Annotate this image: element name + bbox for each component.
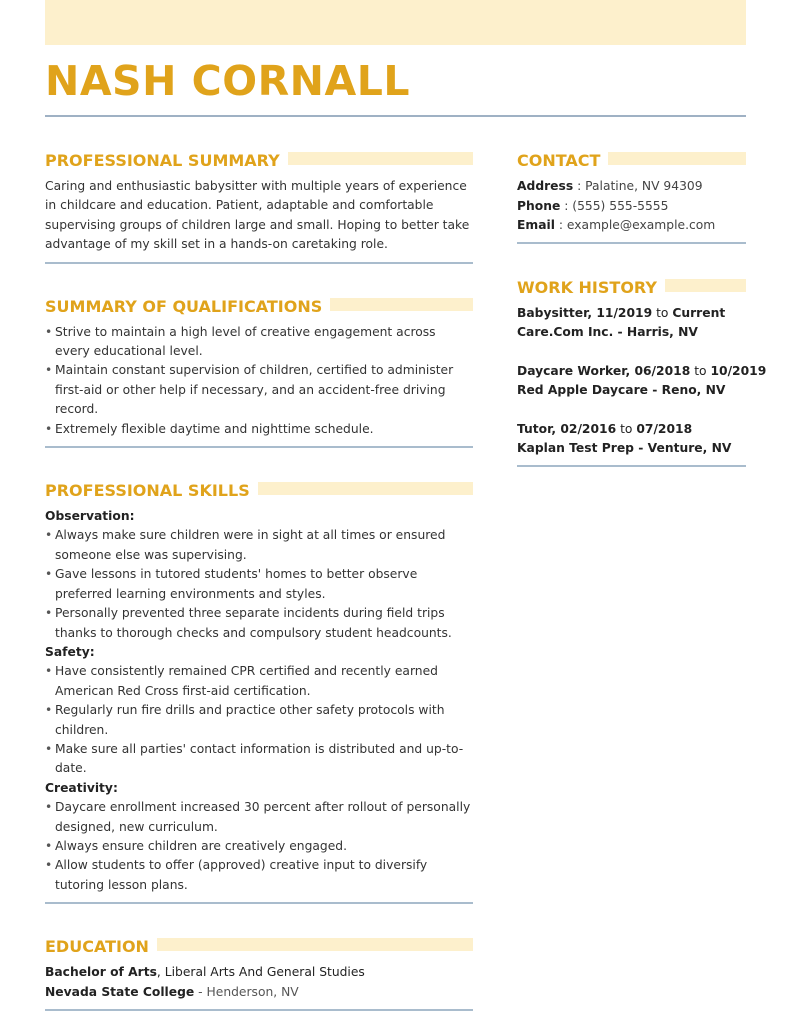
field-of-study: Liberal Arts And General Studies: [164, 965, 365, 980]
skill-group-list: [45, 662, 473, 778]
header-band: [45, 0, 746, 45]
skill-group-list: [45, 798, 473, 895]
qualifications-title: SUMMARY OF QUALIFICATIONS: [45, 296, 330, 317]
bullet-icon: •: [45, 800, 53, 815]
bullet-icon: •: [45, 664, 53, 679]
list-item: • Regularly run fire drills and practice other safety protocols with children.: [45, 703, 445, 737]
section-divider: [45, 1009, 473, 1011]
list-item: • Strive to maintain a high level of creative engagement across every educational level.: [45, 324, 436, 359]
skills-title: PROFESSIONAL SKILLS: [45, 480, 258, 501]
degree: Bachelor of Arts: [45, 965, 157, 980]
list-item: • Maintain constant supervision of children, certified to administer first-aid or other help if necessary, and an accident-free driving record.: [45, 363, 454, 417]
section-divider: [517, 465, 746, 467]
bullet-icon: •: [45, 858, 53, 873]
work-history-title: WORK HISTORY: [517, 277, 665, 298]
skill-group-label: Safety:: [45, 644, 95, 659]
bullet-icon: •: [45, 324, 53, 339]
job-title: Tutor, 02/2016: [517, 421, 617, 436]
bullet-icon: •: [45, 606, 53, 621]
skills-heading: [45, 480, 473, 501]
education-degree-line: Bachelor of Arts, Liberal Arts And General Studies: [45, 965, 365, 980]
education-school-line: Nevada State College - Henderson, NV: [45, 984, 299, 999]
list-item: • Daycare enrollment increased 30 percent after rollout of personally designed, new curriculum.: [45, 800, 471, 834]
bullet-icon: •: [45, 741, 53, 756]
bullet-icon: •: [45, 703, 53, 718]
qualifications-heading: [45, 296, 473, 317]
list-item: • Have consistently remained CPR certified and recently earned American Red Cross first-aid certification.: [45, 664, 438, 698]
education-section: [45, 936, 473, 1011]
list-item: • Always make sure children were in sight at all times or ensured someone else was supervising.: [45, 528, 446, 562]
job-company: Care.Com Inc.: [517, 325, 614, 339]
job-entry: Babysitter, 11/2019 to Current Care.Com Inc. - Harris, NV: [517, 305, 726, 339]
contact-title: CONTACT: [517, 150, 608, 171]
work-history-section: [517, 277, 767, 467]
bullet-icon: •: [45, 838, 53, 853]
education-title: EDUCATION: [45, 936, 157, 957]
list-item: • Make sure all parties' contact information is distributed and up-to-date.: [45, 741, 464, 776]
section-divider: [45, 902, 473, 904]
bullet-icon: •: [45, 567, 53, 582]
bullet-icon: •: [45, 363, 53, 378]
right-column: [517, 150, 767, 467]
summary-section: [45, 150, 473, 264]
school-location: Henderson, NV: [206, 984, 299, 999]
list-item: • Always ensure children are creatively engaged.: [45, 837, 473, 856]
skill-group-label: Observation:: [45, 509, 135, 524]
education-heading: [45, 936, 473, 957]
job-title: Babysitter, 11/2019: [517, 305, 653, 320]
section-divider: [45, 446, 473, 448]
qualifications-section: [45, 296, 473, 448]
bullet-icon: •: [45, 528, 53, 543]
list-item: • Extremely flexible daytime and nighttime schedule.: [45, 420, 473, 439]
work-history-heading: [517, 277, 746, 298]
contact-email: Email : example@example.com: [517, 218, 716, 232]
contact-section: [517, 150, 746, 244]
job-entry: Daycare Worker, 06/2018 to 10/2019 Red Apple Daycare - Reno, NV: [517, 363, 767, 397]
job-company: Kaplan Test Prep: [517, 441, 634, 455]
contact-phone: Phone : (555) 555-5555: [517, 198, 669, 213]
bullet-icon: •: [45, 421, 53, 436]
job-company: Red Apple Daycare: [517, 383, 648, 397]
skill-group-list: [45, 526, 473, 642]
skill-group-label: Creativity:: [45, 780, 118, 795]
summary-text: Caring and enthusiastic babysitter with multiple years of experience in childcare and education. Patient, adaptable and comfortable supervising groups of children large and small. Hoping to better take advantage of my skill set in a hands-on caretaking role.: [45, 179, 470, 252]
summary-title: PROFESSIONAL SUMMARY: [45, 150, 288, 171]
qualifications-list: [45, 323, 473, 439]
contact-heading: [517, 150, 746, 171]
section-divider: [45, 262, 473, 264]
summary-heading: [45, 150, 473, 171]
list-item: • Personally prevented three separate incidents during field trips thanks to thorough checks and compulsory student headcounts.: [45, 606, 452, 640]
job-title: Daycare Worker, 06/2018: [517, 363, 691, 378]
school-name: Nevada State College: [45, 984, 195, 999]
candidate-name: NASH CORNALL: [45, 57, 410, 105]
job-entry: Tutor, 02/2016 to 07/2018 Kaplan Test Prep - Venture, NV: [517, 421, 732, 455]
list-item: • Allow students to offer (approved) creative input to diversify tutoring lesson plans.: [45, 858, 428, 892]
section-divider: [517, 242, 746, 244]
header-divider: [45, 115, 746, 117]
list-item: • Gave lessons in tutored students' homes to better observe preferred learning environments and styles.: [45, 567, 418, 601]
skills-section: [45, 480, 473, 904]
left-column: [45, 150, 473, 1011]
contact-address: Address : Palatine, NV 94309: [517, 179, 703, 193]
